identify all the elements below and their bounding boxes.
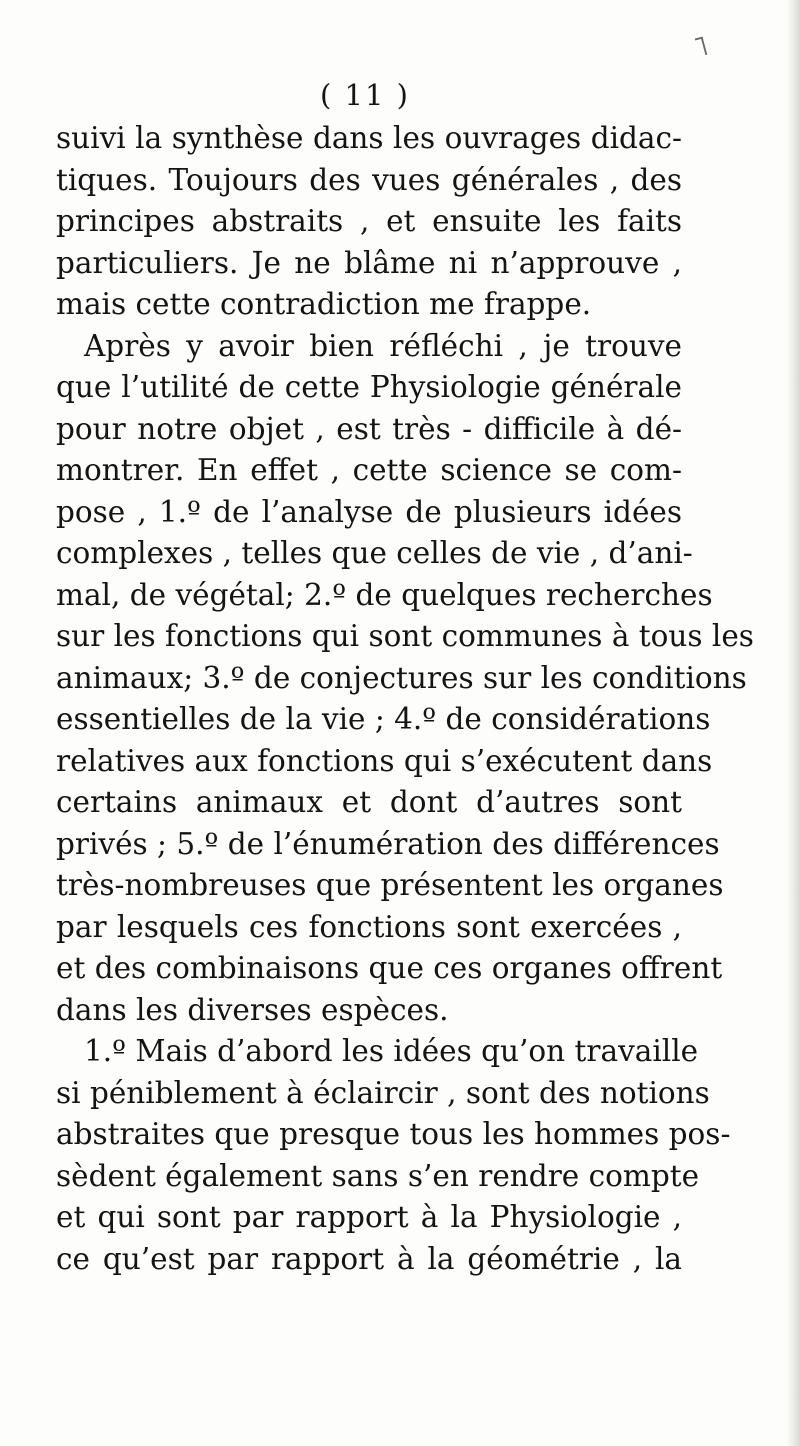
text-line: montrer. En effet , cette science se com- [56, 453, 682, 487]
page-edge-shadow [786, 0, 800, 1446]
text-line: animaux; 3.º de conjectures sur les conditions [56, 660, 747, 695]
text-line: principes abstraits , et ensuite les faits [56, 204, 682, 238]
text-line: certains animaux et dont d’autres sont [56, 785, 682, 819]
text-line: suivi la synthèse dans les ouvrages didac- [56, 121, 682, 155]
text-line: que l’utilité de cette Physiologie générale [56, 370, 682, 404]
text-line: sèdent également sans s’en rendre compte [56, 1158, 700, 1193]
text-line: très-nombreuses que présentent les organes [56, 868, 724, 902]
text-line: Après y avoir bien réfléchi , je trouve [84, 328, 682, 363]
text-line: abstraites que presque tous les hommes pos- [56, 1117, 731, 1151]
text-line: par lesquels ces fonctions sont exercées , [56, 909, 682, 944]
text-line: dans les diverses espèces. [56, 992, 449, 1027]
text-line: et qui sont par rapport à la Physiologie , [56, 1200, 682, 1234]
text-line: privés ; 5.º de l’énumération des différences [56, 826, 720, 861]
text-line: essentielles de la vie ; 4.º de considérations [56, 702, 711, 736]
text-line: pour notre objet , est très - difficile à dé- [56, 411, 682, 446]
body-text [56, 118, 754, 1280]
text-line: relatives aux fonctions qui s’exécutent dans [56, 743, 713, 778]
text-line: et des combinaisons que ces organes offrent [56, 951, 723, 985]
text-line: tiques. Toujours des vues générales , des [56, 162, 682, 197]
text-line: particuliers. Je ne blâme ni n’approuve , [56, 245, 682, 280]
text-line: sur les fonctions qui sont communes à tous les [56, 619, 754, 653]
text-line: ce qu’est par rapport à la géométrie , la [56, 1241, 682, 1276]
text-line: mais cette contradiction me frappe. [56, 287, 592, 321]
text-line: 1.º Mais d’abord les idées qu’on travaille [84, 1034, 699, 1068]
text-line: si péniblement à éclaircir , sont des notions [56, 1075, 710, 1110]
text-line: pose , 1.º de l’analyse de plusieurs idées [56, 494, 682, 529]
text-line: mal, de végétal; 2.º de quelques recherches [56, 577, 713, 612]
stray-ink-mark: ˥ [690, 28, 713, 65]
text-line: complexes , telles que celles de vie , d’ani- [56, 536, 693, 570]
page-number: ( 11 ) [320, 78, 410, 112]
